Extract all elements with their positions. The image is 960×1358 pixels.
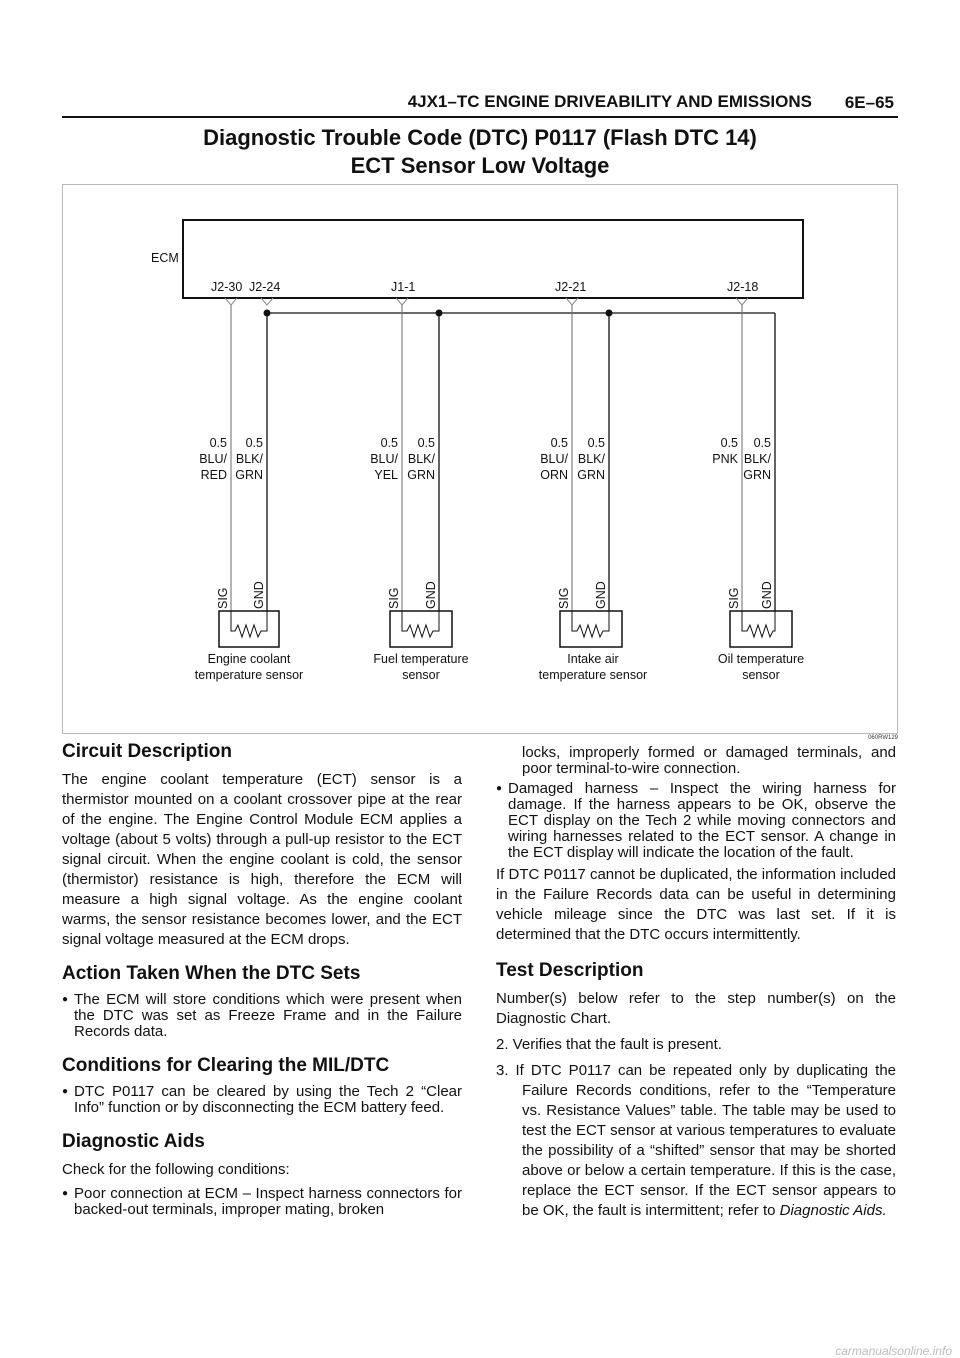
title-line-1: Diagnostic Trouble Code (DTC) P0117 (Flash DTC 14) — [203, 125, 757, 150]
action-heading: Action Taken When the DTC Sets — [62, 963, 361, 984]
wire-label-7 — [712, 436, 738, 466]
bullet-icon: ● — [62, 994, 69, 1005]
svg-text:0.5: 0.5 — [720, 436, 738, 450]
svg-text:0.5: 0.5 — [587, 436, 605, 450]
pin-marker-5 — [736, 298, 748, 305]
test-heading: Test Description — [496, 960, 644, 981]
wire-label-8 — [743, 436, 771, 482]
pin-j2-18: J2-18 — [727, 280, 759, 294]
sensor-fuel — [390, 611, 452, 647]
pin-j2-30: J2-30 — [211, 280, 243, 294]
gnd-label-4: GND — [760, 581, 774, 609]
test-step-3: 3. If DTC P0117 can be repeated only by duplicating the Failure Records conditions, refer to the “Temperature vs. Resistance Values” table. The table may be used to test the ECT sensor at various temperatures to evaluate the possibility of a “shifted” sensor that may be shorted above or below a certain temperature. If this is the case, replace the ECT sensor. If the ECT sensor appears to be OK, the fault is intermittent; refer to Diagnostic Aids. — [496, 1062, 896, 1219]
sensor-iat — [560, 611, 622, 647]
page-number: 6E–65 — [844, 93, 894, 112]
svg-text:GRN: GRN — [577, 468, 605, 482]
pin-j2-21: J2-21 — [555, 280, 587, 294]
sensor-oil — [730, 611, 792, 647]
pin-marker-3 — [396, 298, 408, 305]
wire-label-3 — [370, 436, 398, 482]
aids-bullet-1-cont: locks, improperly formed or damaged terminals, and poor terminal-to-wire connection. — [522, 744, 896, 777]
bullet-icon: ● — [496, 783, 503, 794]
clearing-heading: Conditions for Clearing the MIL/DTC — [62, 1055, 390, 1076]
pin-marker-1 — [225, 298, 237, 305]
svg-text:PNK: PNK — [712, 452, 738, 466]
svg-text:GRN: GRN — [407, 468, 435, 482]
svg-text:0.5: 0.5 — [417, 436, 435, 450]
svg-text:temperature sensor: temperature sensor — [194, 668, 304, 682]
pin-j1-1: J1-1 — [391, 280, 416, 294]
circuit-heading: Circuit Description — [62, 741, 232, 762]
right-column — [496, 745, 896, 1221]
wiring-diagram — [62, 184, 898, 734]
pin-j2-24: J2-24 — [249, 280, 281, 294]
svg-text:BLU/: BLU/ — [370, 452, 398, 466]
wiring-diagram-svg — [63, 185, 899, 735]
gnd-label-3: GND — [594, 581, 608, 609]
aids-bullet-2: ● Damaged harness – Inspect the wiring harness for damage. If the harness appears to be OK, observe the ECT display on the Tech 2 while moving connectors and wiring harnesses related to the ECT sensor. A change in the ECT display will indicate the location of the fault. — [496, 780, 896, 861]
svg-text:GRN: GRN — [743, 468, 771, 482]
sensor-name-3 — [539, 652, 647, 682]
aids-para: If DTC P0117 cannot be duplicated, the information included in the Failure Records data can be useful in determining vehicle mileage since the DTC was last set. If it is determined that the DTC occurs intermittently. — [496, 866, 896, 943]
svg-text:BLK/: BLK/ — [743, 452, 771, 466]
sensor-name-4 — [718, 652, 804, 682]
sig-label-4: SIG — [727, 587, 741, 609]
svg-text:0.5: 0.5 — [380, 436, 398, 450]
pin-marker-4 — [566, 298, 578, 305]
svg-text:0.5: 0.5 — [209, 436, 227, 450]
watermark: carmanualsonline.info — [835, 1344, 952, 1358]
pin-marker-2 — [261, 298, 273, 305]
sig-label-2: SIG — [387, 587, 401, 609]
section-title: 4JX1–TC ENGINE DRIVEABILITY AND EMISSIONS — [407, 92, 812, 111]
svg-text:BLK/: BLK/ — [235, 452, 263, 466]
svg-text:ORN: ORN — [540, 468, 568, 482]
svg-text:BLK/: BLK/ — [577, 452, 605, 466]
sensor-name-1 — [195, 652, 303, 682]
left-column — [62, 740, 462, 1222]
gnd-label-2: GND — [424, 581, 438, 609]
sensor-ect — [219, 611, 279, 647]
svg-text:sensor: sensor — [402, 668, 440, 682]
svg-text:sensor: sensor — [742, 668, 780, 682]
svg-text:GRN: GRN — [235, 468, 263, 482]
svg-text:0.5: 0.5 — [550, 436, 568, 450]
aids-bullet-1: ● Poor connection at ECM – Inspect harness connectors for backed-out terminals, improper mating, broken — [62, 1185, 462, 1218]
gnd-label-1: GND — [252, 581, 266, 609]
test-step-2: 2. Verifies that the fault is present. — [496, 1036, 722, 1053]
wire-label-1 — [199, 436, 227, 482]
svg-text:Intake air: Intake air — [567, 652, 619, 666]
svg-text:RED: RED — [200, 468, 227, 482]
svg-text:Fuel temperature: Fuel temperature — [373, 652, 469, 666]
diagnostic-aids-ref: Diagnostic Aids. — [779, 1202, 887, 1219]
svg-text:temperature sensor: temperature sensor — [538, 668, 648, 682]
ecm-label: ECM — [151, 251, 179, 265]
aids-intro: Check for the following conditions: — [62, 1161, 290, 1178]
clearing-bullet: ● DTC P0117 can be cleared by using the Tech 2 “Clear Info” function or by disconnecting the ECM battery feed. — [62, 1083, 462, 1116]
bullet-icon: ● — [62, 1086, 69, 1097]
svg-text:YEL: YEL — [374, 468, 398, 482]
svg-text:0.5: 0.5 — [245, 436, 263, 450]
wire-label-4 — [407, 436, 435, 482]
sig-label-3: SIG — [557, 587, 571, 609]
bullet-icon: ● — [62, 1188, 69, 1199]
svg-text:Engine coolant: Engine coolant — [207, 652, 291, 666]
wire-label-6 — [577, 436, 605, 482]
svg-text:0.5: 0.5 — [753, 436, 771, 450]
sensor-name-2 — [373, 652, 468, 682]
svg-text:BLK/: BLK/ — [407, 452, 435, 466]
test-intro: Number(s) below refer to the step number(s) on the Diagnostic Chart. — [496, 990, 896, 1027]
svg-text:BLU/: BLU/ — [540, 452, 568, 466]
aids-heading: Diagnostic Aids — [62, 1131, 205, 1152]
sig-label-1: SIG — [216, 587, 230, 609]
figure-id: 060RW129 — [868, 735, 898, 741]
circuit-text: The engine coolant temperature (ECT) sensor is a thermistor mounted on a coolant crossover pipe at the rear of the engine. The Engine Control Module ECM applies a voltage (about 5 volts) through a pull-up resistor to the ECT signal circuit. When the engine coolant is cold, the sensor (thermistor) resistance is high, therefore the ECM will measure a high signal voltage. As the engine coolant warms, the sensor resistance becomes lower, and the ECT signal voltage measured at the ECM drops. — [62, 771, 462, 948]
page-header — [62, 88, 898, 118]
wire-label-2 — [235, 436, 263, 482]
wire-label-5 — [540, 436, 568, 482]
action-bullet: ● The ECM will store conditions which were present when the DTC was set as Freeze Frame and in the Failure Records data. — [62, 991, 462, 1040]
svg-text:Oil temperature: Oil temperature — [717, 652, 805, 666]
page-title — [62, 124, 898, 180]
title-line-2: ECT Sensor Low Voltage — [350, 153, 610, 178]
svg-text:BLU/: BLU/ — [199, 452, 227, 466]
